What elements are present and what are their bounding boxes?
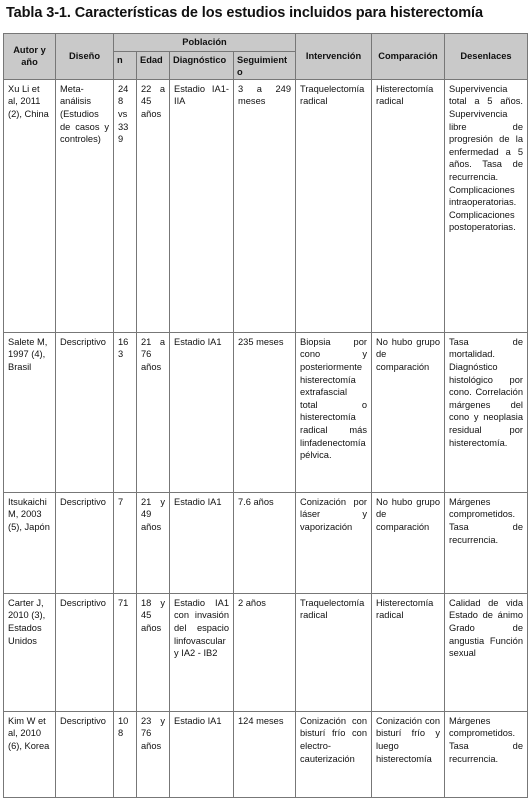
cell-autor: Itsukaichi M, 2003 (5), Japón <box>4 492 56 593</box>
cell-autor: Xu Li et al, 2011 (2), China <box>4 79 56 332</box>
cell-intervencion: Traquelectomía radical <box>296 79 372 332</box>
cell-diseno: Meta-análisis (Estudios de casos y controles) <box>56 79 114 332</box>
cell-n: 108 <box>114 711 137 797</box>
header-diagnostico: Diagnóstico <box>170 51 234 79</box>
cell-diseno: Descriptivo <box>56 332 114 492</box>
cell-edad: 22 a 45 años <box>137 79 170 332</box>
cell-edad: 21 y 49 años <box>137 492 170 593</box>
cell-diseno: Descriptivo <box>56 711 114 797</box>
cell-diagnostico: Estadio IA1- IIA <box>170 79 234 332</box>
header-poblacion: Población <box>114 34 296 52</box>
cell-comparacion: Histerectomía radical <box>372 593 445 711</box>
cell-desenlaces: Márgenes comprometidos. Tasa de recurrencia. <box>445 711 528 797</box>
cell-intervencion: Biopsia por cono y posteriormente histerectomía extrafascial total o histerectomía radical más linfadenectomía pélvica. <box>296 332 372 492</box>
cell-seguimiento: 235 meses <box>234 332 296 492</box>
cell-n: 71 <box>114 593 137 711</box>
cell-autor: Salete M, 1997 (4), Brasil <box>4 332 56 492</box>
table-row <box>4 332 528 492</box>
cell-diseno: Descriptivo <box>56 492 114 593</box>
header-seguimiento: Seguimiento <box>234 51 296 79</box>
cell-seguimiento: 2 años <box>234 593 296 711</box>
cell-n: 7 <box>114 492 137 593</box>
header-comparacion: Comparación <box>372 34 445 80</box>
cell-edad: 18 y 45 años <box>137 593 170 711</box>
cell-diagnostico: Estadio IA1 <box>170 492 234 593</box>
header-edad: Edad <box>137 51 170 79</box>
cell-comparacion: Conización con bisturí frío y luego histerectomía <box>372 711 445 797</box>
table-row <box>4 79 528 332</box>
cell-edad: 21 a 76 años <box>137 332 170 492</box>
table-row <box>4 593 528 711</box>
studies-table <box>3 33 528 798</box>
cell-intervencion: Conización con bisturí frío con electro-cauterización <box>296 711 372 797</box>
cell-intervencion: Traquelectomía radical <box>296 593 372 711</box>
cell-desenlaces: Calidad de vida Estado de ánimo Grado de angustia Función sexual <box>445 593 528 711</box>
cell-n: 163 <box>114 332 137 492</box>
table-row <box>4 492 528 593</box>
cell-diagnostico: Estadio IA1 <box>170 332 234 492</box>
header-diseno: Diseño <box>56 34 114 80</box>
header-autor: Autor y año <box>4 34 56 80</box>
cell-autor: Carter J, 2010 (3), Estados Unidos <box>4 593 56 711</box>
cell-diagnostico: Estadio IA1 con invasión del espacio linfovascular y IA2 - IB2 <box>170 593 234 711</box>
cell-desenlaces: Tasa de mortalidad. Diagnóstico histológico por cono. Correlación márgenes del cono y neoplasia residual por histerectomía. <box>445 332 528 492</box>
cell-desenlaces: Supervivencia total a 5 años. Supervivencia libre de progresión de la enfermedad a 5 años. Tasa de recurrencia. Complicaciones intraoperatorias. Complicaciones postoperatorias. <box>445 79 528 332</box>
cell-comparacion: Histerectomía radical <box>372 79 445 332</box>
table-body <box>4 79 528 797</box>
table-title: Tabla 3-1. Características de los estudios incluidos para histerectomía <box>6 5 483 21</box>
cell-autor: Kim W et al, 2010 (6), Korea <box>4 711 56 797</box>
cell-edad: 23 y 76 años <box>137 711 170 797</box>
cell-comparacion: No hubo grupo de comparación <box>372 332 445 492</box>
cell-n: 248 vs 339 <box>114 79 137 332</box>
cell-seguimiento: 7.6 años <box>234 492 296 593</box>
cell-intervencion: Conización por láser y vaporización <box>296 492 372 593</box>
cell-seguimiento: 3 a 249 meses <box>234 79 296 332</box>
cell-desenlaces: Márgenes comprometidos. Tasa de recurrencia. <box>445 492 528 593</box>
cell-diseno: Descriptivo <box>56 593 114 711</box>
table-row <box>4 711 528 797</box>
header-intervencion: Intervención <box>296 34 372 80</box>
header-n: n <box>114 51 137 79</box>
header-desenlaces: Desenlaces <box>445 34 528 80</box>
cell-diagnostico: Estadio IA1 <box>170 711 234 797</box>
cell-seguimiento: 124 meses <box>234 711 296 797</box>
cell-comparacion: No hubo grupo de comparación <box>372 492 445 593</box>
table-header <box>4 34 528 80</box>
